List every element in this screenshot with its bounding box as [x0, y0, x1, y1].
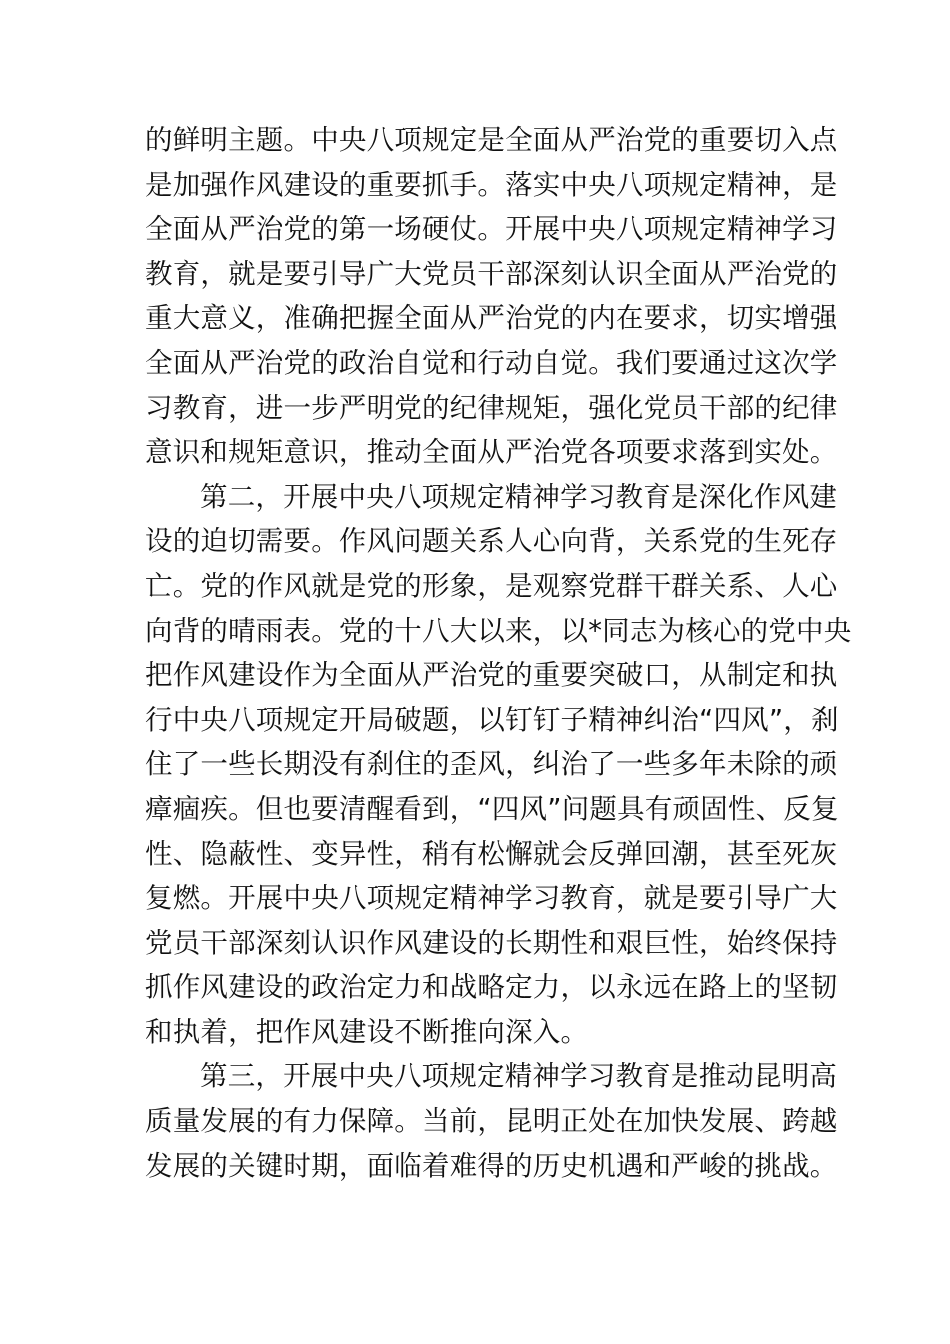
text-line: 第二，开展中央八项规定精神学习教育是深化作风建: [200, 480, 838, 513]
text-line: 全面从严治党的第一场硬仗。开展中央八项规定精神学习: [145, 213, 838, 246]
text-line: 抓作风建设的政治定力和战略定力，以永远在路上的坚韧: [145, 971, 838, 1004]
text-line: 住了一些长期没有刹住的歪风，纠治了一些多年未除的顽: [145, 748, 838, 781]
text-line: 重大意义，准确把握全面从严治党的内在要求，切实增强: [145, 302, 838, 335]
text-line: 向背的晴雨表。党的十八大以来，以*同志为核心的党中央: [145, 614, 852, 647]
text-line: 把作风建设作为全面从严治党的重要突破口，从制定和执: [145, 659, 838, 692]
paragraph-1: [145, 118, 838, 475]
text-line: 性、隐蔽性、变异性，稍有松懈就会反弹回潮，甚至死灰: [145, 837, 838, 870]
text-line: 是加强作风建设的重要抓手。落实中央八项规定精神，是: [145, 168, 838, 201]
text-line: 和执着，把作风建设不断推向深入。: [145, 1015, 589, 1048]
text-line: 质量发展的有力保障。当前，昆明正处在加快发展、跨越: [145, 1105, 838, 1138]
text-line: 全面从严治党的政治自觉和行动自觉。我们要通过这次学: [145, 346, 838, 379]
paragraph-2: [145, 475, 852, 1055]
text-line: 亡。党的作风就是党的形象，是观察党群干群关系、人心: [145, 569, 838, 602]
text-line: 发展的关键时期，面临着难得的历史机遇和严峻的挑战。: [145, 1149, 838, 1182]
text-line: 意识和规矩意识，推动全面从严治党各项要求落到实处。: [145, 436, 838, 469]
text-line: 教育，就是要引导广大党员干部深刻认识全面从严治党的: [145, 257, 838, 290]
text-line: 设的迫切需要。作风问题关系人心向背，关系党的生死存: [145, 525, 838, 558]
text-line: 党员干部深刻认识作风建设的长期性和艰巨性，始终保持: [145, 926, 838, 959]
text-line: 第三，开展中央八项规定精神学习教育是推动昆明高: [200, 1060, 838, 1093]
paragraph-3: [145, 1054, 838, 1188]
text-line: 的鲜明主题。中央八项规定是全面从严治党的重要切入点: [145, 124, 838, 156]
text-line: 行中央八项规定开局破题，以钉钉子精神纠治“四风”，刹: [145, 703, 839, 736]
document-body: [145, 118, 852, 1188]
text-line: 习教育，进一步严明党的纪律规矩，强化党员干部的纪律: [145, 391, 838, 424]
text-line: 瘴痼疾。但也要清醒看到，“四风”问题具有顽固性、反复: [145, 792, 839, 825]
text-line: 复燃。开展中央八项规定精神学习教育，就是要引导广大: [145, 882, 838, 915]
